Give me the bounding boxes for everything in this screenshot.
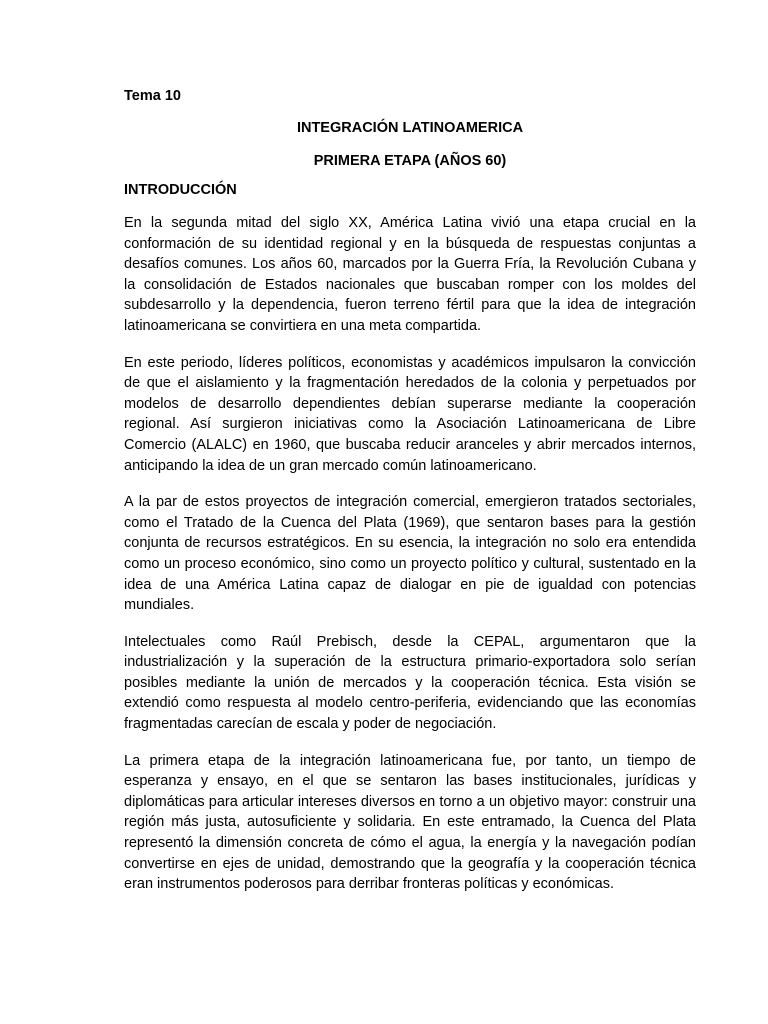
topic-label: Tema 10 <box>124 88 181 104</box>
paragraph: A la par de estos proyectos de integración comercial, emergieron tratados sectoriales, como el Tratado de la Cuenca del Plata (1969), que sentaron bases para la gestión conjunta de recursos estratégicos. En su esencia, la integración no solo era entendida como un proceso económico, sino como un proyecto político y cultural, sustentado en la idea de una América Latina capaz de dialogar en pie de igualdad con potencias mundiales. <box>124 494 696 614</box>
section-heading-introduction: INTRODUCCIÓN <box>124 182 237 198</box>
paragraph: En la segunda mitad del siglo XX, América Latina vivió una etapa crucial en la conformación de su identidad regional y en la búsqueda de respuestas conjuntas a desafíos comunes. Los años 60, marcados por la Guerra Fría, la Revolución Cubana y la consolidación de Estados nacionales que buscaban romper con los moldes del subdesarrollo y la dependencia, fueron terreno fértil para que la idea de integración latinoamericana se convirtiera en una meta compartida. <box>124 215 696 334</box>
document-title: INTEGRACIÓN LATINOAMERICA <box>296 120 524 136</box>
paragraph: En este periodo, líderes políticos, economistas y académicos impulsaron la convicción de que el aislamiento y la fragmentación heredados de la colonia y perpetuados por modelos de desarrollo dependientes debían superarse mediante la cooperación regional. Así surgieron iniciativas como la Asociación Latinoamericana de Libre Comercio (ALALC) en 1960, que buscaba reducir aranceles y abrir mercados internos, anticipando la idea de un gran mercado común latinoamericano. <box>124 354 696 474</box>
document-content <box>124 86 696 911</box>
paragraph: La primera etapa de la integración latinoamericana fue, por tanto, un tiempo de esperanza y ensayo, en el que se sentaron las bases institucionales, jurídicas y diplomáticas para articular intereses diversos en torno a un objetivo mayor: construir una región más justa, autosuficiente y solidaria. En este entramado, la Cuenca del Plata representó la dimensión concreta de cómo el agua, la energía y la navegación podían convertirse en ejes de unidad, demostrando que la geografía y la cooperación técnica eran instrumentos poderosos para derribar fronteras políticas y económicas. <box>124 752 696 893</box>
paragraph: Intelectuales como Raúl Prebisch, desde la CEPAL, argumentaron que la industrialización y la superación de la estructura primario-exportadora solo serían posibles mediante la unión de mercados y la cooperación técnica. Esta visión se extendió como respuesta al modelo centro-periferia, evidenciando que las economías fragmentadas carecían de escala y poder de negociación. <box>124 633 696 733</box>
document-subtitle: PRIMERA ETAPA (AÑOS 60) <box>313 153 507 169</box>
